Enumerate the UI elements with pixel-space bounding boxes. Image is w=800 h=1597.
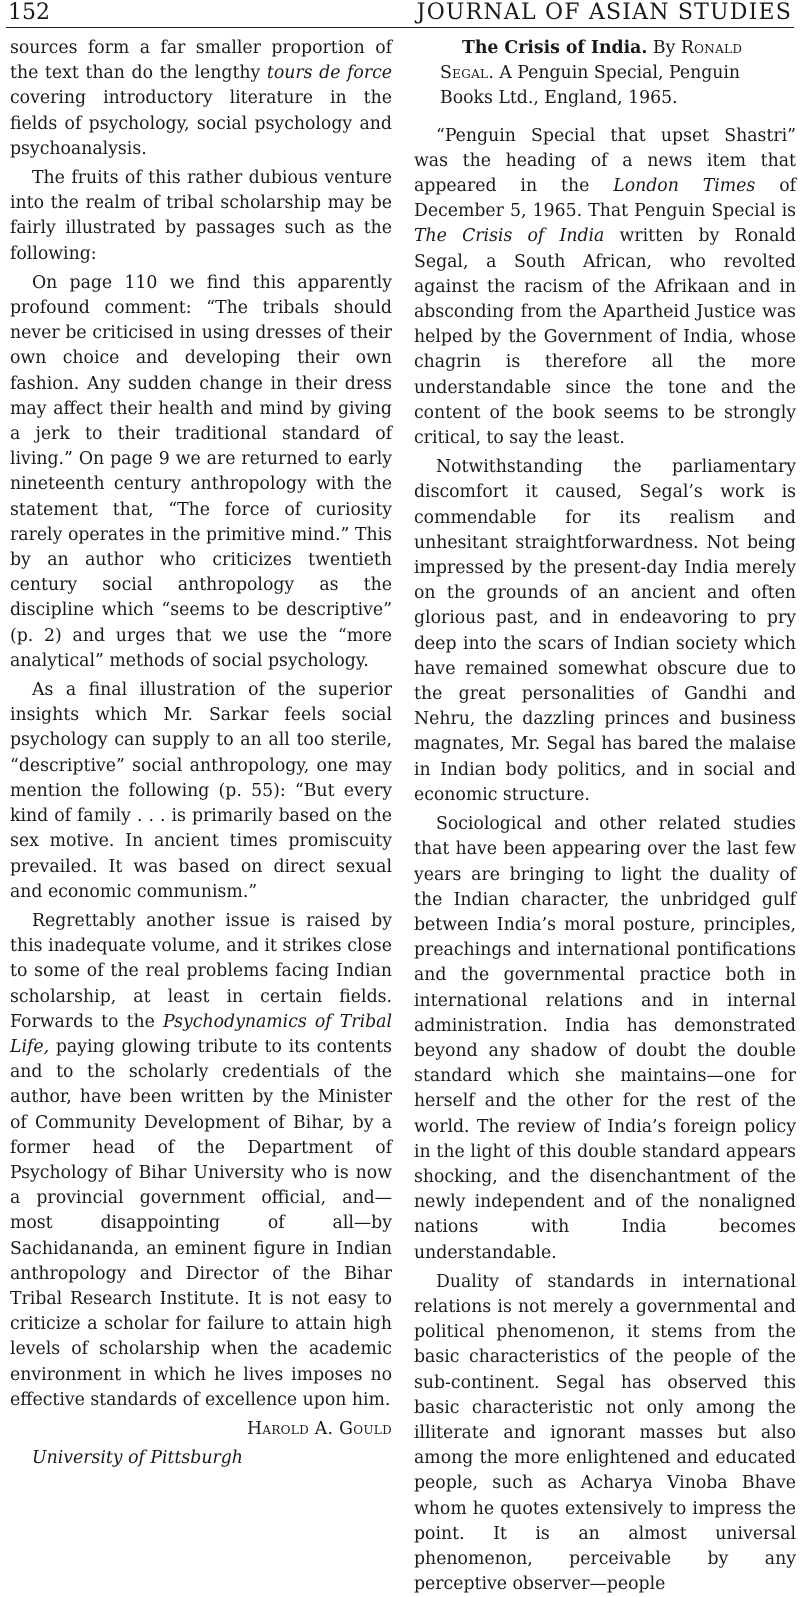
right-column: [414, 36, 796, 1597]
book-citation: The Crisis of India. By Ronald Segal. A Penguin Special, Penguin Books Ltd., England, 1965.: [440, 38, 743, 109]
reviewer-name: Harold A. Gould: [246, 1418, 392, 1439]
left-paragraph-3: On page 110 we find this apparently profound comment: “The tribals should never be criticised in using dresses of their own choice and developing their own fashion. Any sudden change in their dress may affect their health and mind by giving a jerk to their traditional standard of living.” On page 9 we are returned to early nineteenth century anthropology with the statement that, “The force of curiosity rarely operates in the primitive mind.” This by an author who criticizes twentieth century social anthropology as the discipline which “seems to be descriptive” (p. 2) and urges that we use the “more analytical” methods of social psychology.: [10, 272, 392, 671]
newspaper-title: London Times: [613, 176, 756, 197]
right-paragraph-3: Sociological and other related studies that have been appearing over the last few years are bringing to light the duality of the Indian character, the unbridged gulf between India’s moral posture, principles, preachings and international pontifications and the governmental practice both in international relations and in internal administration. India has demonstrated beyond any shadow of doubt the double standard which she maintains—one for herself and the other for the rest of the world. The review of India’s foreign policy in the light of this double standard appears shocking, and the disenchantment of the newly independent and of the nonaligned nations with India becomes understandable.: [414, 814, 796, 1263]
header-rule: [6, 27, 794, 28]
book-title-italic: Psychodynamics of Tribal Life,: [10, 1011, 392, 1057]
book-title-italic: The Crisis of India: [414, 226, 605, 247]
book-author: Ronald Segal: [440, 38, 743, 84]
right-paragraph-1: “Penguin Special that upset Shastri” was the heading of a news item that appeared in the London Times of December 5, 1965. That Penguin Special is The Crisis of India written by Ronald Segal, a South African, who revolted against the racism of the Afrikaan and in absconding from the Apartheid Justice was helped by the Government of India, whose chagrin is therefore all the more understandable since the tone and the content of the book seems to be strongly critical, to say the least.: [414, 125, 796, 449]
right-paragraph-2: Notwithstanding the parliamentary discomfort it caused, Segal’s work is commendable for its realism and unhesitant straightforwardness. Not being impressed by the present-day India merely on the grounds of an ancient and often glorious past, and in endeavoring to pry deep into the scars of Indian society which have remained somewhat obscure due to the great personalities of Gandhi and Nehru, the dazzling princes and business magnates, Mr. Segal has bared the malaise in Indian body politics, and in social and economic structure.: [414, 457, 796, 805]
italic-term: tours de force: [266, 63, 392, 84]
left-column: [10, 36, 392, 1471]
page-number: 152: [8, 0, 50, 25]
left-paragraph-1: sources form a far smaller proportion of the text than do the lengthy tours de force covering introductory literature in the fields of psychology, social psychology and psychoanalysis.: [10, 38, 392, 159]
left-paragraph-2: The fruits of this rather dubious venture into the realm of tribal scholarship may be fairly illustrated by passages such as the following:: [10, 168, 392, 264]
left-paragraph-5: Regrettably another issue is raised by this inadequate volume, and it strikes close to some of the real problems facing Indian scholarship, at least in certain fields. Forwards to the Psychodynamics of Tribal Life, paying glowing tribute to its contents and to the scholarly credentials of the author, have been written by the Minister of Community Development of Bihar, by a former head of the Department of Psychology of Bihar University who is now a provincial government official, and—most disappointing of all—by Sachidananda, an eminent figure in Indian anthropology and Director of the Bihar Tribal Research Institute. It is not easy to criticize a scholar for failure to attain high levels of scholarship when the academic environment in which he lives imposes no effective standards of excellence upon him.: [10, 910, 392, 1410]
book-title: The Crisis of India.: [462, 38, 648, 58]
spacer: [414, 112, 796, 124]
right-paragraph-4: Duality of standards in international relations is not merely a governmental and political phenomenon, it stems from the basic characteristics of the people of the sub-continent. Segal has observed this basic characteristic not only among the illiterate and ignorant masses but also among the more enlightened and educated people, such as Acharya Vinoba Bhave whom he quotes extensively to impress the point. It is an almost universal phenomenon, perceivable by any perceptive observer—people: [414, 1271, 796, 1595]
left-paragraph-4: As a final illustration of the superior insights which Mr. Sarkar feels social psychology can supply to an all too sterile, “descriptive” social anthropology, one may mention the following (p. 55): “But every kind of family . . . is primarily based on the sex motive. In ancient times promiscuity prevailed. It was based on direct sexual and economic communism.”: [10, 680, 392, 902]
reviewer-affiliation: University of Pittsburgh: [32, 1448, 243, 1469]
running-head: JOURNAL OF ASIAN STUDIES: [416, 0, 792, 25]
